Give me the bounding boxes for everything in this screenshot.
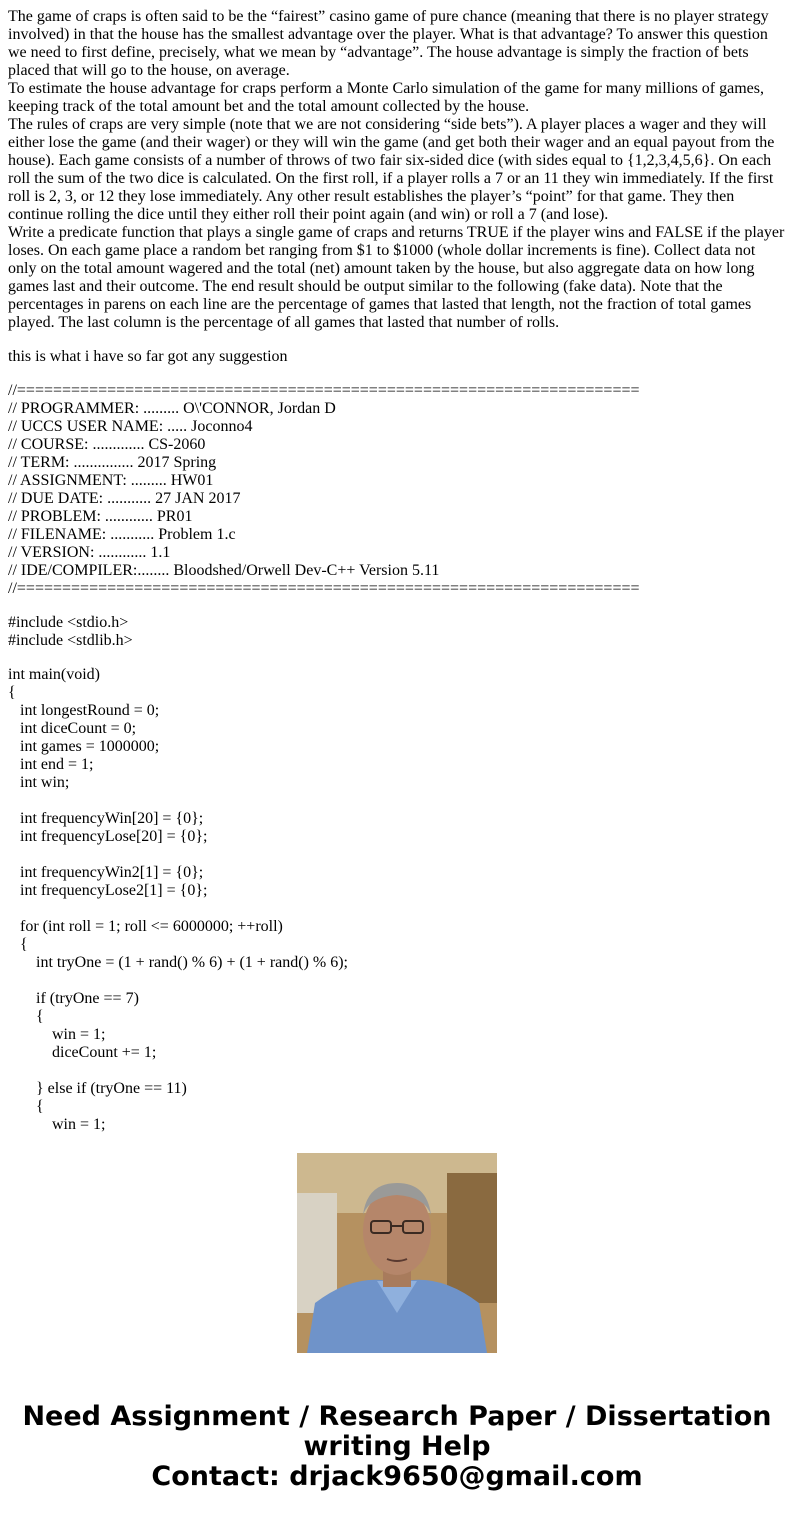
code-line: } else if (tryOne == 11) xyxy=(8,1080,187,1097)
person-portrait-image xyxy=(297,1153,497,1353)
code-line: // FILENAME: ........... Problem 1.c xyxy=(8,526,236,543)
code-line: int frequencyWin2[1] = {0}; xyxy=(8,864,204,881)
code-line: // TERM: ............... 2017 Spring xyxy=(8,454,217,471)
code-line xyxy=(8,792,786,810)
document-body xyxy=(8,8,786,1133)
advertisement-banner xyxy=(0,1402,794,1492)
header-comment-block xyxy=(8,382,786,598)
code-line xyxy=(8,1062,786,1080)
code-line: { xyxy=(8,684,16,701)
includes-block xyxy=(8,614,786,650)
code-line: int end = 1; xyxy=(8,756,94,773)
ad-contact: Contact: drjack9650@gmail.com xyxy=(151,1461,643,1492)
code-line: int diceCount = 0; xyxy=(8,720,137,737)
code-line: // PROBLEM: ............ PR01 xyxy=(8,508,193,525)
code-line: { xyxy=(8,1008,44,1025)
code-line: // IDE/COMPILER:........ Bloodshed/Orwell Dev-C++ Version 5.11 xyxy=(8,562,440,579)
code-line: for (int roll = 1; roll <= 6000000; ++roll) xyxy=(8,918,283,935)
problem-paragraph: Write a predicate function that plays a single game of craps and returns TRUE if the player wins and FALSE if the player loses. On each game place a random bet ranging from $1 to $1000 (whole dollar increments is fine). Collect data not only on the total amount wagered and the total (net) amount taken by the house, but also aggregate data on how long games last and their outcome. The end result should be output similar to the following (fake data). Note that the percentages in parens on each line are the percentage of games that lasted that length, not the fraction of total games played. The last column is the percentage of all games that lasted that number of rolls. xyxy=(8,224,785,331)
problem-paragraph: To estimate the house advantage for craps perform a Monte Carlo simulation of the game for many millions of games, keeping track of the total amount bet and the total amount collected by the house. xyxy=(8,80,764,115)
code-line xyxy=(8,972,786,990)
code-line: int frequencyWin[20] = {0}; xyxy=(8,810,204,827)
code-line xyxy=(8,846,786,864)
code-line: // COURSE: ............. CS-2060 xyxy=(8,436,206,453)
code-line: win = 1; xyxy=(8,1026,106,1043)
code-line: //===================================================================== xyxy=(8,580,640,597)
code-line: { xyxy=(8,936,28,953)
code-line: int frequencyLose2[1] = {0}; xyxy=(8,882,208,899)
code-line: int longestRound = 0; xyxy=(8,702,160,719)
ad-line: Need Assignment / Research Paper / Dissertation xyxy=(22,1401,772,1432)
code-line: int main(void) xyxy=(8,666,100,683)
code-line: // ASSIGNMENT: ......... HW01 xyxy=(8,472,214,489)
author-photo xyxy=(297,1153,497,1353)
code-line: int tryOne = (1 + rand() % 6) + (1 + rand() % 6); xyxy=(8,954,348,971)
problem-paragraph: The game of craps is often said to be the “fairest” casino game of pure chance (meaning that there is no player strategy involved) in that the house has the smallest advantage over the player. What is that advantage? To answer this question we need to first define, precisely, what we mean by “advantage”. The house advantage is simply the fraction of bets placed that will go to the house, on average. xyxy=(8,8,769,79)
code-line: diceCount += 1; xyxy=(8,1044,157,1061)
code-line: int win; xyxy=(8,774,70,791)
problem-statement xyxy=(8,8,786,332)
problem-paragraph: The rules of craps are very simple (note that we are not considering “side bets”). A player places a wager and they will either lose the game (and their wager) or they will win the game (and get both their wager and an equal payout from the house). Each game consists of a number of throws of two fair six-sided dice (with sides equal to {1,2,3,4,5,6}. On each roll the sum of the two dice is calculated. On the first roll, if a player rolls a 7 or an 11 they win immediately. If the first roll is 2, 3, or 12 they lose immediately. Any other result establishes the player’s “point” for that game. They then continue rolling the dice until they either roll their point again (and win) or roll a 7 (and lose). xyxy=(8,116,775,223)
code-line: // UCCS USER NAME: ..... Joconno4 xyxy=(8,418,253,435)
code-line: win = 1; xyxy=(8,1116,106,1133)
code-line: { xyxy=(8,1098,44,1115)
code-line: // VERSION: ............ 1.1 xyxy=(8,544,171,561)
code-line: #include <stdio.h> xyxy=(8,614,129,631)
main-function-block xyxy=(8,666,786,1134)
code-line: // DUE DATE: ........... 27 JAN 2017 xyxy=(8,490,241,507)
code-line: #include <stdlib.h> xyxy=(8,632,133,649)
question-text: this is what i have so far got any suggestion xyxy=(8,348,288,365)
code-line: // PROGRAMMER: ......... O\'CONNOR, Jordan D xyxy=(8,400,336,417)
code-listing xyxy=(8,382,786,1134)
code-line: if (tryOne == 7) xyxy=(8,990,139,1007)
code-line: int games = 1000000; xyxy=(8,738,160,755)
code-line: //===================================================================== xyxy=(8,382,640,399)
code-line xyxy=(8,900,786,918)
ad-line: writing Help xyxy=(303,1431,491,1462)
code-line: int frequencyLose[20] = {0}; xyxy=(8,828,208,845)
